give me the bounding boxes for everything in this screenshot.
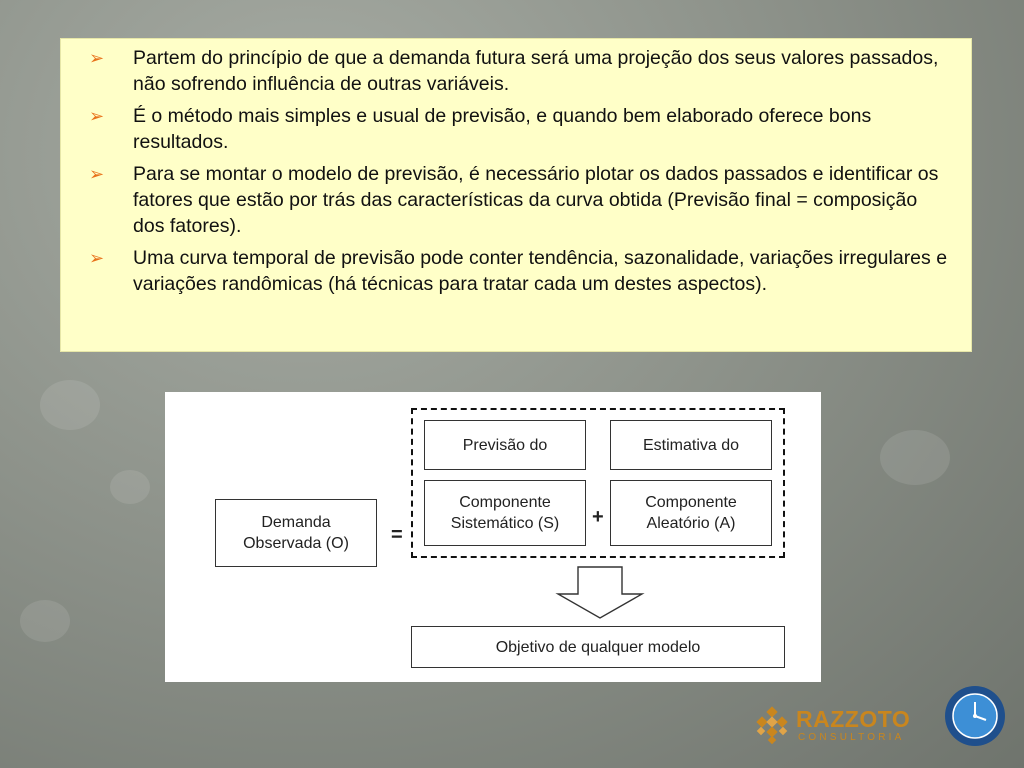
estimativa-do-box (610, 420, 772, 470)
previsao-do-label: Previsão do (462, 436, 548, 454)
list-item (89, 103, 951, 155)
bullet-text: Para se montar o modelo de previsão, é necessário plotar os dados passados e identificar os fatores que estão por trás das características da curva obtida (Previsão final = composição dos fatores). (133, 163, 939, 237)
down-arrow-icon (555, 566, 645, 620)
list-item (89, 45, 951, 97)
arrow-bullet-icon: ➢ (89, 248, 105, 268)
background-droplet (880, 430, 950, 485)
demanda-line1: Demanda (261, 514, 331, 531)
componente-aleatorio-box (610, 480, 772, 546)
previsao-do-box (424, 420, 586, 470)
minuto-sustentavel-seal (942, 680, 1008, 752)
background-droplet (110, 470, 150, 504)
plus-sign: + (592, 506, 604, 528)
demanda-observada-box (215, 499, 377, 567)
sistematico-line1: Componente (459, 494, 551, 511)
aleatorio-line2: Aleatório (A) (646, 515, 736, 532)
bullet-text-box (60, 38, 972, 352)
arrow-bullet-icon: ➢ (89, 164, 105, 184)
bullet-list (89, 45, 951, 297)
list-item (89, 161, 951, 239)
equals-sign: = (391, 524, 403, 546)
sistematico-line2: Sistemático (S) (450, 515, 560, 532)
demanda-line2: Observada (O) (243, 535, 349, 552)
estimativa-do-label: Estimativa do (642, 436, 740, 454)
bullet-text: Partem do princípio de que a demanda futura será uma projeção dos seus valores passados, não sofrendo influência de outras variáveis. (133, 47, 939, 95)
list-item (89, 245, 951, 297)
razzoto-logo (752, 704, 922, 748)
clock-seal-icon (942, 680, 1008, 752)
objetivo-label: Objetivo de qualquer modelo (495, 638, 701, 656)
diamond-cluster-icon (752, 706, 792, 746)
aleatorio-line1: Componente (645, 494, 737, 511)
componente-sistematico-box (424, 480, 586, 546)
demand-decomposition-diagram (165, 392, 821, 682)
arrow-bullet-icon: ➢ (89, 106, 105, 126)
background-droplet (40, 380, 100, 430)
background-droplet (20, 600, 70, 642)
objetivo-box (411, 626, 785, 668)
arrow-bullet-icon: ➢ (89, 48, 105, 68)
logo-subtitle: CONSULTORIA (798, 732, 905, 743)
logo-name: RAZZOTO (796, 706, 911, 732)
bullet-text: É o método mais simples e usual de previsão, e quando bem elaborado oferece bons resultados. (133, 105, 872, 153)
bullet-text: Uma curva temporal de previsão pode conter tendência, sazonalidade, variações irregulares e variações randômicas (há técnicas para tratar cada um destes aspectos). (133, 247, 948, 295)
